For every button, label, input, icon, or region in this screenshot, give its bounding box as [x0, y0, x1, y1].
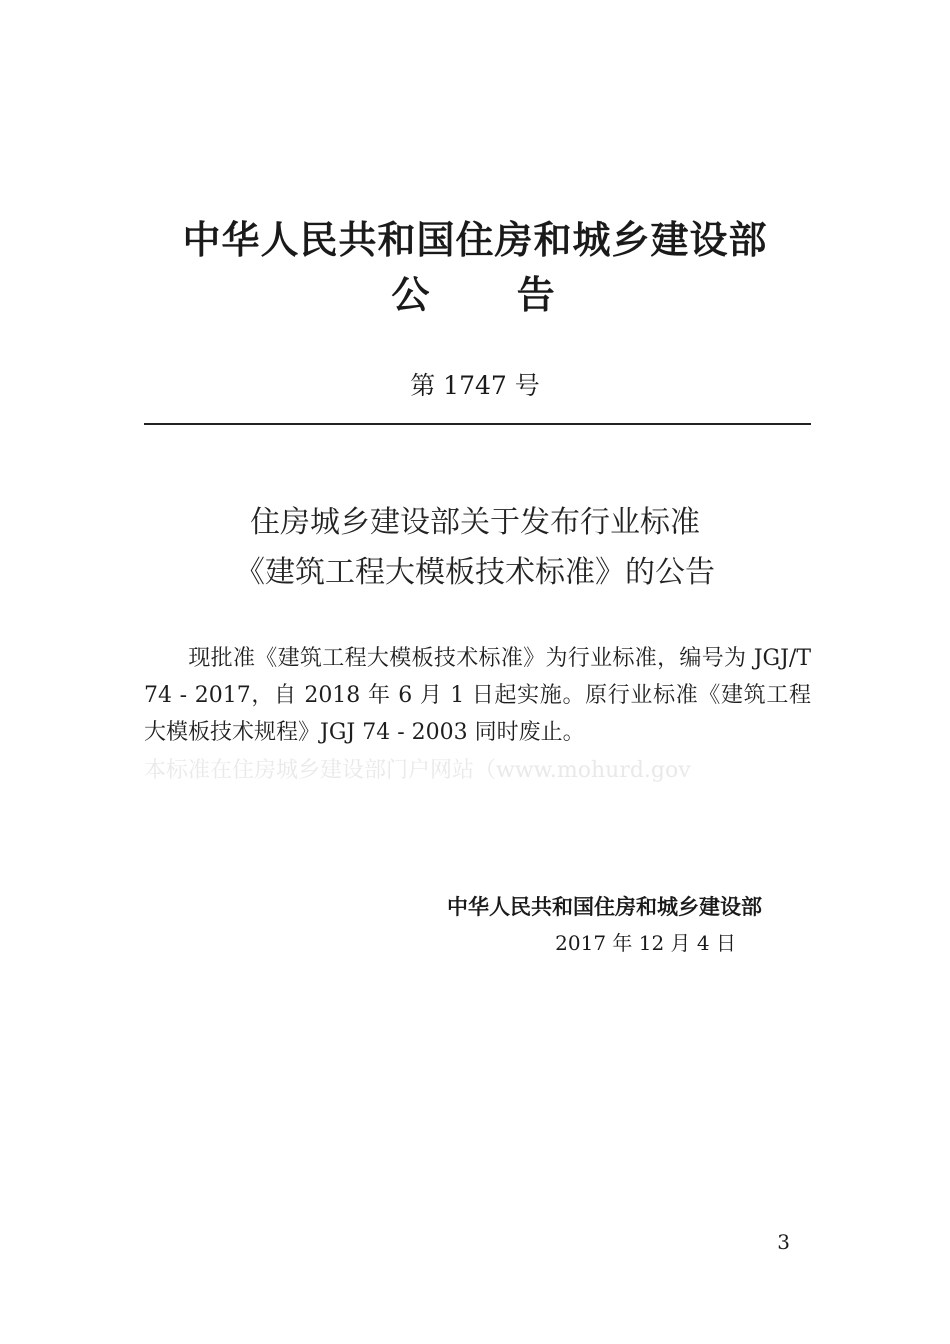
faded-text-line: 本标准在住房城乡建设部门户网站（www.mohurd.gov — [144, 758, 691, 783]
notice-number: 第 1747 号 — [410, 371, 540, 400]
body-paragraph-text: 现批准《建筑工程大模板技术标准》为行业标准，编号为 JGJ/T 74 - 2017，自 2018 年 6 月 1 日起实施。原行业标准《建筑工程大模板技术规程》JGJ 74 - 2003 同时废止。 — [144, 646, 811, 745]
document-title-line-1: 住房城乡建设部关于发布行业标准 — [250, 505, 700, 540]
header-divider — [144, 423, 811, 425]
signature-date: 2017 年 12 月 4 日 — [555, 931, 736, 955]
signature-organization: 中华人民共和国住房和城乡建设部 — [447, 895, 762, 919]
page-number: 3 — [777, 1230, 790, 1254]
notice-heading: 公 告 — [391, 273, 559, 317]
body-paragraph — [144, 640, 811, 751]
document-title-line-2: 《建筑工程大模板技术标准》的公告 — [235, 555, 715, 590]
issuer-title: 中华人民共和国住房和城乡建设部 — [182, 218, 768, 262]
